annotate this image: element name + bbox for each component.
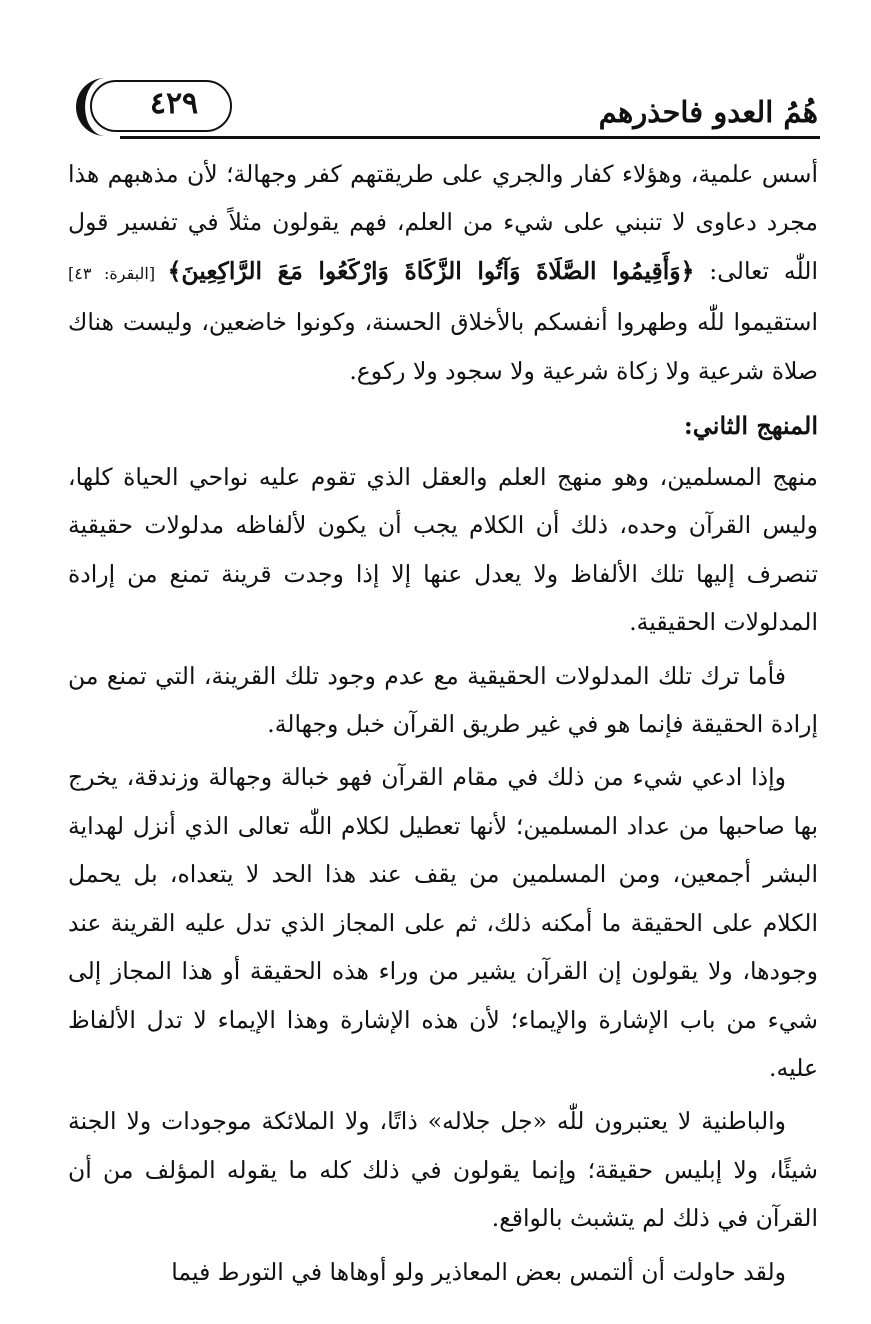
- paragraph-2: منهج المسلمين، وهو منهج العلم والعقل الذي تقوم عليه نواحي الحياة كلها، وليس القرآن وحده، ذلك أن الكلام يجب أن يكون لألفاظه مدلولات حقيقية تنصرف إليها تلك الألفاظ ولا يعدل عنها إلا إذا وجدت قرينة تمنع من إرادة المدلولات الحقيقية.: [68, 463, 818, 637]
- paragraph-1-text-cont: استقيموا للّٰه وطهروا أنفسكم بالأخلاق الحسنة، وكونوا خاضعين، وليست هناك صلاة شرعية ولا زكاة شرعية ولا سجود ولا ركوع.: [68, 308, 818, 385]
- running-title: هُمُ العدو فاحذرهم: [598, 95, 818, 129]
- paragraph-1-text: أسس علمية، وهؤلاء كفار والجري على طريقتهم كفر وجهالة؛ لأن مذهبهم هذا مجرد دعاوى لا تنبني على شيء من العلم، فهم يقولون مثلاً في تفسير قول اللّٰه تعالى:: [68, 160, 818, 285]
- page-body: [68, 150, 818, 1296]
- header-rule: [120, 136, 820, 139]
- paragraph-4: وإذا ادعي شيء من ذلك في مقام القرآن فهو خبالة وجهالة وزندقة، يخرج بها صاحبها من عداد المسلمين؛ لأنها تعطيل لكلام اللّٰه تعالى الذي أنزل لهداية البشر أجمعين، ومن المسلمين من يقف عند هذا الحد لا يتعداه، بل يحمل الكلام على الحقيقة ما أمكنه ذلك، ثم على المجاز الذي تدل عليه القرينة عند وجودها، ولا يقولون إن القرآن يشير من وراء هذه الحقيقة أو هذا المجاز إلى شيء من باب الإشارة والإيماء؛ لأن هذه الإشارة وهذا الإيماء لا تدل الألفاظ عليه.: [68, 763, 818, 1082]
- running-head: [80, 78, 820, 140]
- quran-verse: ﴿وَأَقِيمُوا الصَّلَاةَ وَآتُوا الزَّكَاةَ وَارْكَعُوا مَعَ الرَّاكِعِينَ﴾: [167, 256, 695, 285]
- section-heading: المنهج الثاني:: [683, 411, 818, 441]
- page-number-ornament: [76, 78, 120, 136]
- paragraph-1: [68, 150, 818, 395]
- paragraph-5: والباطنية لا يعتبرون للّٰه «جل جلاله» ذاتًا، ولا الملائكة موجودات ولا الجنة شيئًا، ولا إبليس حقيقة؛ وإنما يقولون في ذلك كله ما يقوله المؤلف من أن القرآن في ذلك لم يتشبث بالواقع.: [68, 1107, 818, 1233]
- paragraph-6: ولقد حاولت أن ألتمس بعض المعاذير ولو أوهاها في التورط فيما: [171, 1257, 786, 1286]
- page-number: ٤٢٩: [149, 86, 199, 121]
- paragraph-3: فأما ترك تلك المدلولات الحقيقية مع عدم وجود تلك القرينة، التي تمنع من إرادة الحقيقة فإنما هو في غير طريق القرآن خبل وجهالة.: [68, 661, 818, 739]
- verse-citation: [البقرة: ٤٣]: [68, 263, 168, 283]
